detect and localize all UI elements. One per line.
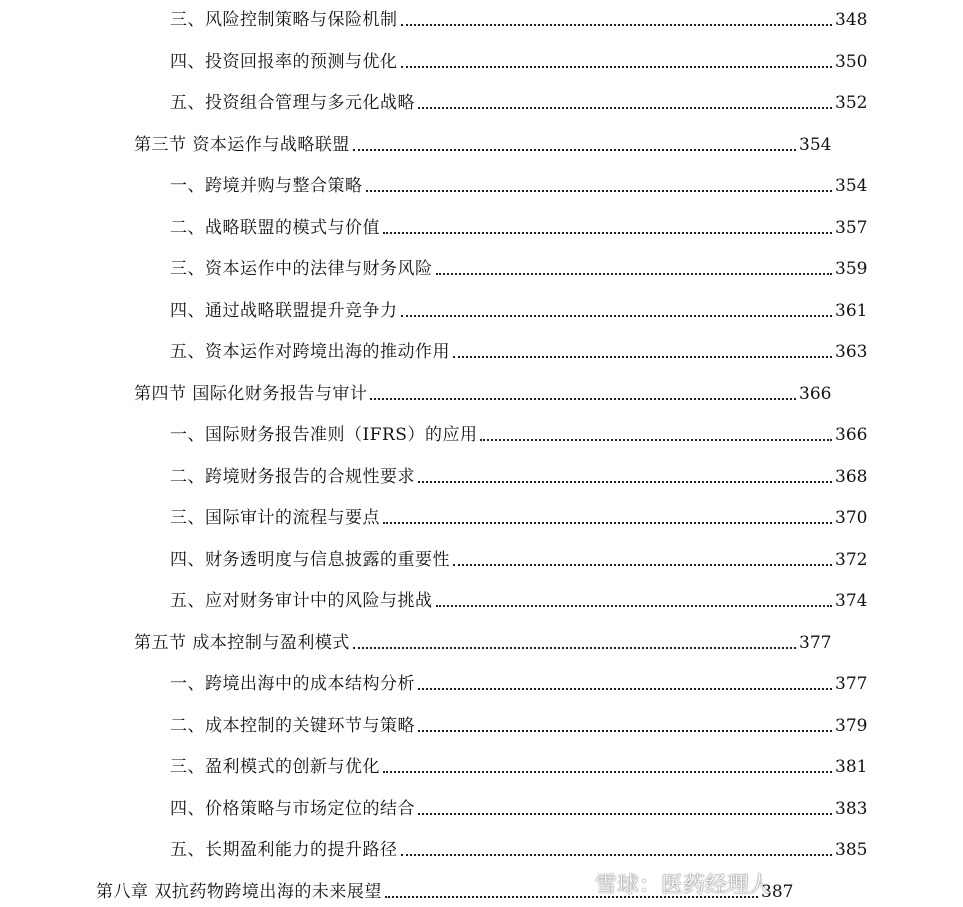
toc-section-entry[interactable]: [0, 374, 927, 404]
toc-entry-title: 四、通过战略联盟提升竞争力: [170, 300, 398, 321]
toc-entry-title: 四、财务透明度与信息披露的重要性: [170, 549, 450, 570]
toc-entry[interactable]: [0, 291, 963, 321]
dot-leader: [418, 480, 832, 483]
dot-leader: [401, 853, 833, 856]
toc-entry-page: 377: [835, 674, 868, 694]
toc-entry-title: 五、应对财务审计中的风险与挑战: [170, 591, 433, 611]
toc-entry-page: 368: [835, 466, 868, 487]
dot-leader: [418, 812, 832, 815]
dot-leader: [353, 148, 796, 151]
toc-entry-page: 374: [835, 591, 868, 611]
toc-entry[interactable]: [0, 540, 963, 570]
dot-leader: [383, 770, 832, 773]
toc-entry-page: 385: [835, 840, 868, 860]
toc-entry-title: 一、跨境出海中的成本结构分析: [170, 674, 415, 694]
toc-entry[interactable]: [0, 208, 963, 238]
toc-entry-page: 363: [835, 342, 868, 362]
toc-entry-page: 370: [835, 508, 868, 528]
toc-entry-title: 五、资本运作对跨境出海的推动作用: [170, 342, 450, 362]
toc-entry-title: 三、资本运作中的法律与财务风险: [170, 259, 433, 279]
toc-entry-title: 四、价格策略与市场定位的结合: [170, 798, 415, 819]
toc-section-entry[interactable]: [0, 125, 927, 155]
toc-entry-page: 387: [761, 881, 794, 902]
toc-entry-title: 一、国际财务报告准则（IFRS）的应用: [170, 425, 478, 445]
toc-entry-title: 二、战略联盟的模式与价值: [170, 217, 380, 238]
dot-leader: [453, 563, 832, 566]
toc-entry-title: 二、跨境财务报告的合规性要求: [170, 466, 415, 487]
toc-entry-title: 四、投资回报率的预测与优化: [170, 51, 398, 72]
dot-leader: [436, 604, 833, 607]
toc-entry-title: 二、成本控制的关键环节与策略: [170, 715, 415, 736]
dot-leader: [418, 687, 832, 690]
toc-entry-title: 第四节 国际化财务报告与审计: [134, 383, 368, 404]
toc-entry-page: 361: [835, 300, 868, 321]
toc-entry[interactable]: [0, 457, 963, 487]
dot-leader: [366, 189, 833, 192]
toc-entry-page: 359: [835, 259, 868, 279]
dot-leader: [436, 272, 833, 275]
toc-entry-title: 三、国际审计的流程与要点: [170, 508, 380, 528]
snowball-logo-icon: [561, 870, 589, 898]
dot-leader: [383, 231, 832, 234]
toc-entry[interactable]: [0, 706, 963, 736]
toc-entry-page: 383: [835, 798, 868, 819]
toc-entry-page: 381: [835, 757, 868, 777]
toc-entry-title: 三、盈利模式的创新与优化: [170, 757, 380, 777]
toc-entry[interactable]: [0, 415, 963, 445]
toc-entry[interactable]: [0, 332, 963, 362]
toc-entry[interactable]: [0, 249, 963, 279]
toc-entry-page: 354: [799, 134, 832, 155]
toc-entry-title: 第八章 双抗药物跨境出海的未来展望: [96, 881, 382, 902]
toc-entry-title: 第五节 成本控制与盈利模式: [134, 632, 350, 653]
toc-entry-page: 352: [835, 93, 868, 113]
toc-entry-page: 366: [799, 383, 832, 404]
toc-entry-page: 377: [799, 632, 832, 653]
dot-leader: [418, 106, 832, 109]
toc-entry-page: 379: [835, 715, 868, 736]
toc-entry[interactable]: [0, 747, 963, 777]
toc-entry[interactable]: [0, 581, 963, 611]
toc-entry[interactable]: [0, 0, 963, 30]
dot-leader: [480, 438, 832, 441]
dot-leader: [353, 646, 796, 649]
toc-entry[interactable]: [0, 789, 963, 819]
toc-section-entry[interactable]: [0, 623, 927, 653]
toc-entry[interactable]: [0, 166, 963, 196]
dot-leader: [401, 65, 833, 68]
toc-entry-page: 350: [835, 51, 868, 72]
toc-entry[interactable]: [0, 830, 963, 860]
dot-leader: [383, 521, 832, 524]
dot-leader: [453, 355, 832, 358]
toc-entry-page: 354: [835, 176, 868, 196]
toc-entry[interactable]: [0, 664, 963, 694]
toc-entry-title: 一、跨境并购与整合策略: [170, 176, 363, 196]
toc-entry-page: 357: [835, 217, 868, 238]
toc-entry-page: 366: [835, 425, 868, 445]
toc-entry[interactable]: [0, 42, 963, 72]
dot-leader: [418, 729, 832, 732]
watermark-text: 雪球：医药经理人: [594, 873, 771, 898]
toc-entry-page: 348: [835, 10, 868, 30]
toc-entry-title: 五、投资组合管理与多元化战略: [170, 93, 415, 113]
toc-entry[interactable]: [0, 83, 963, 113]
toc-entry-title: 五、长期盈利能力的提升路径: [170, 840, 398, 860]
toc-entry-title: 三、风险控制策略与保险机制: [170, 10, 398, 30]
dot-leader: [401, 23, 833, 26]
watermark: [561, 868, 771, 899]
toc-entry-title: 第三节 资本运作与战略联盟: [134, 134, 350, 155]
toc-entry-page: 372: [835, 549, 868, 570]
toc-entry[interactable]: [0, 498, 963, 528]
dot-leader: [401, 314, 833, 317]
dot-leader: [370, 397, 796, 400]
